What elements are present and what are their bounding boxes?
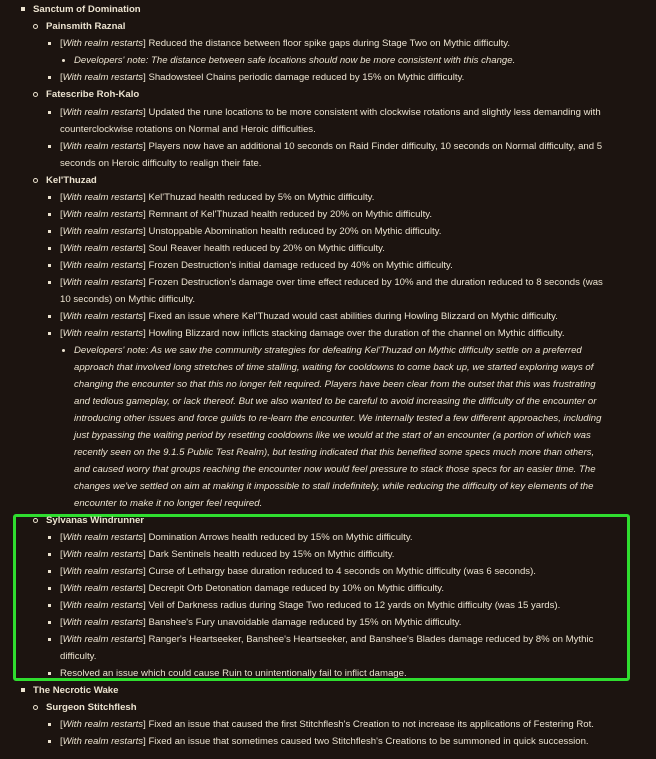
bullet-circle — [33, 699, 38, 716]
note-item: [With realm restarts] Fixed an issue that caused the first Stitchflesh's Creation to not increase its applications of Festering Rot. — [60, 719, 594, 730]
bullet-square — [48, 665, 51, 682]
bullet-square — [48, 563, 51, 580]
note-item: [With realm restarts] Veil of Darkness radius during Stage Two reduced to 12 yards on Mythic difficulty (was 15 yards). — [60, 600, 561, 611]
note-item: [With realm restarts] Unstoppable Abomination health reduced by 20% on Mythic difficulty. — [60, 226, 442, 237]
bullet-square — [48, 308, 51, 325]
developers-note-line: and tedious gameplay, or lack thereof. But we also wanted to be careful to avoid increasing the difficulty of the encounter or — [74, 396, 597, 407]
bullet-square — [48, 597, 51, 614]
bullet-square — [48, 546, 51, 563]
bullet-square — [48, 223, 51, 240]
bullet-dot — [62, 342, 65, 359]
boss-surgeon-stitchflesh: Surgeon Stitchflesh — [46, 702, 137, 713]
bullet-square — [48, 35, 51, 52]
developers-note-line: and caused worry that groups reaching the encounter now would feel pressure to stack those specs for an easier time. The — [74, 464, 596, 475]
note-item-continued: seconds on Heroic difficulty to realign their fate. — [60, 158, 262, 169]
developers-note-line: Developers' note: As we saw the community strategies for defeating Kel'Thuzad on Mythic difficulty settle on a preferred — [74, 345, 582, 356]
bullet-square — [48, 325, 51, 342]
developers-note-line: approach that involved long stretches of time stalling, waiting for cooldowns to come back up, we started exploring ways of — [74, 362, 594, 373]
note-item-continued: difficulty. — [60, 651, 97, 662]
bullet-circle — [33, 18, 38, 35]
note-item: [With realm restarts] Updated the rune locations to be more consistent with clockwise rotations and slightly less demanding with — [60, 107, 601, 118]
note-item: Resolved an issue which could cause Ruin to unintentionally fail to inflict damage. — [60, 668, 407, 679]
bullet-square — [48, 274, 51, 291]
bullet-square — [48, 138, 51, 155]
bullet-square — [48, 257, 51, 274]
note-item-continued: 10 seconds) on Mythic difficulty. — [60, 294, 196, 305]
bullet-square — [48, 614, 51, 631]
bullet-square — [21, 682, 25, 699]
note-item: [With realm restarts] Soul Reaver health reduced by 20% on Mythic difficulty. — [60, 243, 385, 254]
note-item: [With realm restarts] Players now have an additional 10 seconds on Raid Finder difficulty, 10 seconds on Normal difficulty, and 5 — [60, 141, 603, 152]
developers-note-line: recently seen on the 9.1.5 Public Test Realm), but testing indicated that this benefited some specs much more than others, — [74, 447, 595, 458]
developers-note-line: encounter to make it no longer feel required. — [74, 498, 263, 509]
bullet-square — [48, 733, 51, 750]
note-item: [With realm restarts] Frozen Destruction's initial damage reduced by 40% on Mythic difficulty. — [60, 260, 453, 271]
note-item: [With realm restarts] Remnant of Kel'Thuzad health reduced by 20% on Mythic difficulty. — [60, 209, 433, 220]
bullet-square — [48, 69, 51, 86]
boss-fatescribe-roh-kalo: Fatescribe Roh-Kalo — [46, 89, 140, 100]
note-item: [With realm restarts] Fixed an issue that sometimes caused two Stitchflesh's Creations to be summoned in quick succession. — [60, 736, 589, 747]
bullet-square — [48, 189, 51, 206]
note-item: [With realm restarts] Ranger's Heartseeker, Banshee's Heartseeker, and Banshee's Blades damage reduced by 8% on Mythic — [60, 634, 594, 645]
developers-note: Developers' note: The distance between safe locations should now be more consistent with this change. — [74, 55, 516, 66]
note-item: [With realm restarts] Banshee's Fury unavoidable damage reduced by 15% on Mythic difficulty. — [60, 617, 462, 628]
note-item: [With realm restarts] Curse of Lethargy base duration reduced to 4 seconds on Mythic difficulty (was 6 seconds). — [60, 566, 536, 577]
note-item: [With realm restarts] Decrepit Orb Detonation damage reduced by 10% on Mythic difficulty. — [60, 583, 445, 594]
bullet-circle — [33, 86, 38, 103]
bullet-dot — [62, 52, 65, 69]
bullet-square — [48, 529, 51, 546]
note-item: [With realm restarts] Fixed an issue where Kel'Thuzad would cast abilities during Howling Blizzard on Mythic difficulty. — [60, 311, 558, 322]
bullet-square — [48, 206, 51, 223]
section-the-necrotic-wake: The Necrotic Wake — [33, 685, 119, 696]
bullet-square — [48, 631, 51, 648]
note-item: [With realm restarts] Domination Arrows health reduced by 15% on Mythic difficulty. — [60, 532, 413, 543]
boss-kelthuzad: Kel'Thuzad — [46, 175, 97, 186]
developers-note-line: changing the encounter so that this no longer felt required. Players have been clear from the outset that this was frustrating — [74, 379, 596, 390]
developers-note-line: changes we've settled on aim at making it impossible to stall indefinitely, while reducing the difficulty of key elements of the — [74, 481, 594, 492]
boss-painsmith-raznal: Painsmith Raznal — [46, 21, 126, 32]
bullet-circle — [33, 172, 38, 189]
bullet-square — [21, 1, 25, 18]
note-item: [With realm restarts] Reduced the distance between floor spike gaps during Stage Two on Mythic difficulty. — [60, 38, 511, 49]
boss-sylvanas-windrunner: Sylvanas Windrunner — [46, 515, 145, 526]
note-item: [With realm restarts] Dark Sentinels health reduced by 15% on Mythic difficulty. — [60, 549, 395, 560]
note-item: [With realm restarts] Frozen Destruction's damage over time effect reduced by 10% and the duration reduced to 8 seconds (was — [60, 277, 603, 288]
note-item: [With realm restarts] Shadowsteel Chains periodic damage reduced by 15% on Mythic difficulty. — [60, 72, 465, 83]
note-item: [With realm restarts] Kel'Thuzad health reduced by 5% on Mythic difficulty. — [60, 192, 375, 203]
developers-note-line: just bypassing the waiting period by resetting cooldowns like we would at the start of an encounter (a portion of which was — [74, 430, 591, 441]
developers-note-line: introducing other issues and force guilds to re-learn the encounter. We internally tested a few different approaches, including — [74, 413, 602, 424]
bullet-square — [48, 580, 51, 597]
note-item: [With realm restarts] Howling Blizzard now inflicts stacking damage over the duration of the channel on Mythic difficulty. — [60, 328, 565, 339]
bullet-square — [48, 240, 51, 257]
bullet-circle — [33, 512, 38, 529]
note-item-continued: counterclockwise rotations on Normal and Heroic difficulties. — [60, 124, 316, 135]
bullet-square — [48, 104, 51, 121]
bullet-square — [48, 716, 51, 733]
section-sanctum-of-domination: Sanctum of Domination — [33, 4, 141, 15]
